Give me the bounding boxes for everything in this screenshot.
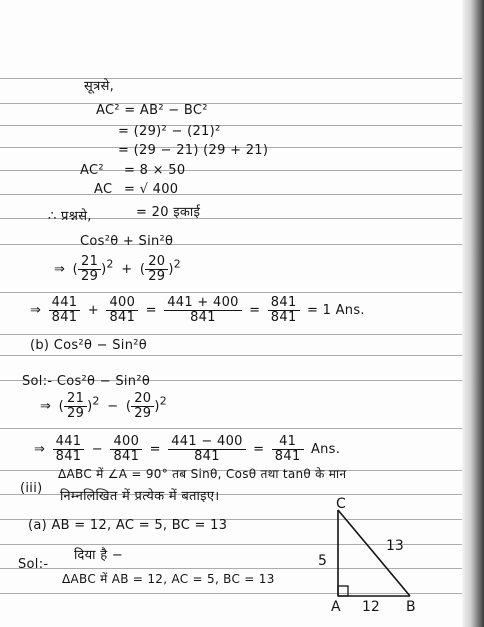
right-angle-mark (338, 586, 348, 596)
implies-arrow: ⇒ (40, 399, 52, 414)
text-line-17: (a) AB = 12, AC = 5, BC = 13 (28, 518, 228, 533)
text-line-8: Cos²θ + Sin²θ (80, 234, 174, 249)
text-line-7b: = 20 इकाई (136, 205, 201, 220)
text-line-1: सूत्रसे, (84, 79, 115, 94)
fraction-400-841: $\frac{400}{841}$ (110, 435, 142, 464)
text-line-18-prefix: Sol:- (18, 557, 49, 572)
ruled-line (0, 428, 462, 429)
ruled-line (0, 194, 462, 195)
minus-sign: − (107, 399, 119, 414)
text-line-18: दिया है − (74, 548, 124, 563)
ruled-line (0, 334, 462, 335)
text-line-12: Sol:- Cos²θ − Sin²θ (22, 374, 151, 389)
text-line-3: = (29)² − (21)² (118, 124, 221, 139)
text-line-2: AC² = AB² − BC² (96, 103, 208, 118)
implies-arrow: ⇒ (34, 442, 46, 457)
ruled-line (0, 244, 462, 245)
answer-label: Ans. (310, 442, 341, 457)
ruled-line (0, 170, 462, 171)
fraction-41-841: $\frac{41}{841}$ (272, 435, 304, 464)
plus-sign: + (121, 262, 133, 277)
fraction-841-841: $\frac{841}{841}$ (268, 296, 300, 325)
text-line-5a: AC² (80, 163, 104, 178)
text-line-6a: AC (94, 182, 113, 197)
text-line-5b: = 8 × 50 (124, 163, 186, 178)
fraction-21-29: ( $\frac{21}{29}$ )$^2$ (58, 391, 100, 421)
triangle-figure (300, 498, 430, 623)
text-line-15: ΔABC में ∠A = 90° तब Sinθ, Cosθ तथा tanθ के मान (58, 467, 347, 481)
fraction-20-29: ( $\frac{20}{29}$ )$^2$ (139, 254, 181, 284)
text-line-11: (b) Cos²θ − Sin²θ (30, 338, 148, 353)
fraction-diff-841: $\frac{441 - 400}{841}$ (168, 435, 245, 464)
side-hyp-label: 13 (386, 538, 404, 554)
fraction-400-841: $\frac{400}{841}$ (106, 296, 138, 325)
text-line-6b: = √ 400 (124, 182, 179, 197)
implies-arrow: ⇒ (54, 262, 66, 277)
vertex-c-label: C (336, 496, 346, 512)
notebook-binding (462, 0, 484, 627)
text-line-13 (40, 392, 170, 421)
ruled-line (0, 292, 462, 293)
ruled-line (0, 103, 462, 104)
text-line-10: ⇒ $\frac{441}{841}$ + $\frac{400}{841}$ = $\frac{441 + 400}{841}$ = $\frac{841}{841}$ = 1 Ans. (30, 295, 365, 325)
side-bottom-label: 12 (362, 599, 380, 615)
implies-arrow: ⇒ (30, 303, 42, 318)
text-line-15-prefix: (iii) (20, 481, 43, 496)
fraction-sum-841: $\frac{441 + 400}{841}$ (164, 296, 241, 325)
fraction-21-29: ( $\frac{21}{29}$ )$^2$ (72, 254, 114, 284)
side-left-label: 5 (318, 553, 327, 569)
ruled-line (0, 125, 462, 126)
vertex-b-label: B (406, 599, 416, 615)
text-line-19: ΔABC में AB = 12, AC = 5, BC = 13 (62, 572, 275, 586)
vertex-a-label: A (331, 599, 341, 615)
fraction-20-29: ( $\frac{20}{29}$ )$^2$ (125, 391, 167, 421)
ruled-line (0, 78, 462, 79)
text-line-14: ⇒ $\frac{441}{841}$ − $\frac{400}{841}$ = $\frac{441 - 400}{841}$ = $\frac{41}{841}$ Ans. (34, 434, 341, 464)
text-line-7: ∴ प्रश्नसे, (48, 209, 92, 224)
text-line-16: निम्नलिखित में प्रत्येक में बताइए। (60, 489, 220, 504)
text-line-4: = (29 − 21) (29 + 21) (118, 143, 269, 158)
ruled-line (0, 355, 462, 356)
fraction-441-841: $\frac{441}{841}$ (49, 296, 81, 325)
answer-one: = 1 Ans. (306, 303, 365, 318)
text-line-9 (54, 255, 184, 284)
fraction-441-841: $\frac{441}{841}$ (53, 435, 85, 464)
